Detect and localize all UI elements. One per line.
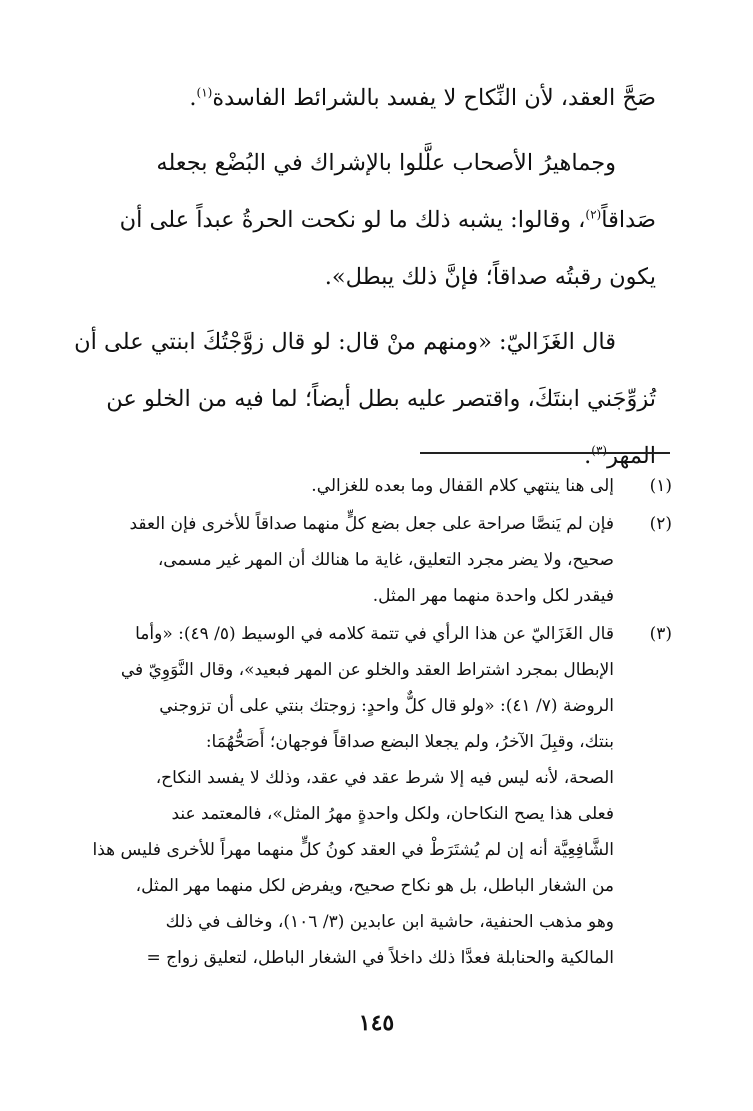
body-line: المهر$^{(٣)}$. <box>584 443 656 469</box>
page-number: ١٤٥ <box>358 1010 395 1036</box>
footnote-1 <box>92 468 672 504</box>
main-text <box>74 70 656 485</box>
footnote-3 <box>92 616 672 976</box>
body-line: يكون رقبتُه صداقاً؛ فإنَّ ذلك يبطل». <box>324 264 656 290</box>
footnote-line: إلى هنا ينتهي كلام القفال وما بعده للغزالي. <box>311 476 614 496</box>
footnote-line: الصحة، لأنه ليس فيه إلا شرط عقد في عقد، وذلك لا يفسد النكاح، <box>155 768 614 788</box>
footnote-line: الشَّافِعِيَّة أنه إن لم يُشتَرَطْ في العقد كونُ كلٍّ منهما مهراً للأخرى فليس هذا <box>92 840 614 860</box>
footnote-line: وهو مذهب الحنفية، حاشية ابن عابدين (٣/ ١٠٦)، وخالف في ذلك <box>165 912 614 932</box>
footnote-ref-1: (١) <box>196 85 213 100</box>
footnote-number: (٣) <box>649 624 672 644</box>
footnote-line: الإبطال بمجرد اشتراط العقد والخلو عن المهر فبعيد»، وقال النَّوَوِيّ في <box>120 660 614 680</box>
footnote-ref-2: (٢) <box>585 207 602 222</box>
footnote-line: قال الغَزَاليّ عن هذا الرأي في تتمة كلامه في الوسيط (٥/ ٤٩): «وأما <box>135 624 614 644</box>
footnote-line: فعلى هذا يصح النكاحان، ولكل واحدةٍ مهرُ المثل»، فالمعتمد عند <box>171 804 614 824</box>
footnote-number: (٢) <box>649 514 672 534</box>
footnote-2 <box>92 506 672 614</box>
footnote-line: فإن لم يَنصَّا صراحة على جعل بضع كلٍّ منهما صداقاً للأخرى فإن العقد <box>129 514 614 534</box>
footnote-line: الروضة (٧/ ٤١): «ولو قال كلٌّ واحدٍ: زوجتك بنتي على أن تزوجني <box>159 696 614 716</box>
body-line: قال الغَزَاليّ: «ومنهم منْ قال: لو قال زوَّجْتُكَ ابنتي على أن <box>74 329 616 355</box>
footnote-number: (١) <box>649 476 672 496</box>
body-line: تُزوِّجَني ابنتَكَ، واقتصر عليه بطل أيضاً؛ لما فيه من الخلو عن <box>106 386 656 412</box>
body-line: صَحَّ العقد، لأن النِّكاح لا يفسد بالشرائط الفاسدة$^{(١)}$. <box>189 85 656 111</box>
footnote-line: صحيح، ولا يضر مجرد التعليق، غاية ما هنالك أن المهر غير مسمى، <box>157 550 614 570</box>
footnotes <box>92 468 672 978</box>
footnote-line: المالكية والحنابلة فعدَّا ذلك داخلاً في الشغار الباطل، لتعليق زواج = <box>146 948 614 968</box>
footnote-line: فيقدر لكل واحدة منهما مهر المثل. <box>372 586 614 606</box>
footnote-line: من الشغار الباطل، بل هو نكاح صحيح، ويفرض لكل منهما مهر المثل، <box>135 876 614 896</box>
body-line: وجماهيرُ الأصحاب علَّلوا بالإشراك في البُضْع بجعله <box>156 150 616 176</box>
footnote-ref-3: (٣) <box>591 443 608 458</box>
footnote-separator <box>420 452 670 454</box>
body-line: صَداقاً$^{(٢)}$، وقالوا: يشبه ذلك ما لو نكحت الحرةُ عبداً على أن <box>119 207 656 233</box>
footnote-line: بنتك، وقبِلَ الآخرُ، ولم يجعلا البضع صداقاً فوجهان؛ أَصَحُّهُمَا: <box>205 732 614 752</box>
